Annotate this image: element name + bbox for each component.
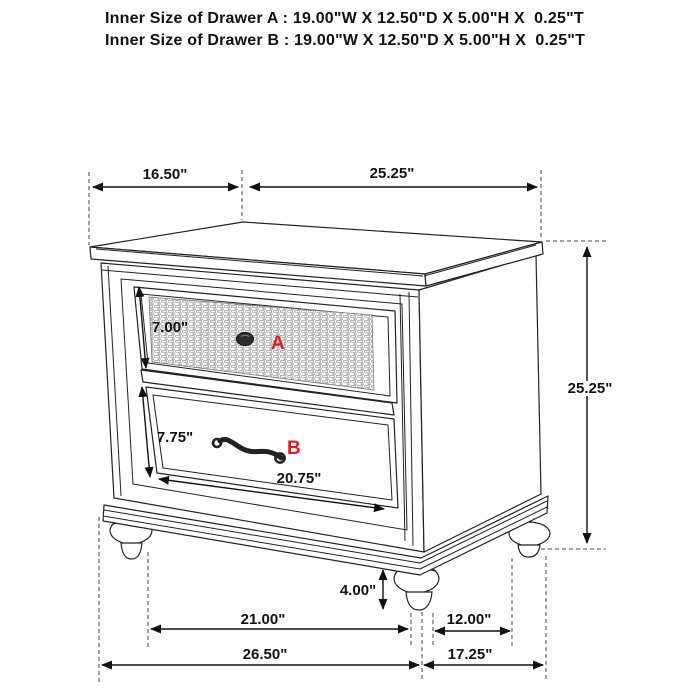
drawer-a-letter: A xyxy=(271,333,285,354)
dim-overall-depth: 17.25" xyxy=(447,646,493,663)
nightstand-drawing xyxy=(90,222,550,610)
dim-foot-height: 4.00" xyxy=(339,582,377,599)
drawer-a-knob xyxy=(237,333,254,346)
dim-drawer-a-height: 7.00" xyxy=(151,319,189,336)
dim-drawer-b-height: 7.75" xyxy=(156,429,194,446)
dim-top-width: 25.25" xyxy=(369,165,415,182)
dim-drawer-b-width: 20.75" xyxy=(276,470,322,487)
dim-overall-height: 25.25" xyxy=(565,381,616,396)
dim-overall-width: 26.50" xyxy=(242,646,288,663)
dim-top-depth: 16.50" xyxy=(142,166,188,183)
header-line-drawer-a: Inner Size of Drawer A : 19.00"W X 12.50"D X 5.00"H X 0.25"T xyxy=(105,10,584,27)
header-line-drawer-b: Inner Size of Drawer B : 19.00"W X 12.50"D X 5.00"H X 0.25"T xyxy=(105,32,586,49)
dim-front-feet-span: 21.00" xyxy=(240,611,286,628)
dim-side-feet-span: 12.00" xyxy=(446,611,492,628)
drawer-b-letter: B xyxy=(287,438,301,459)
